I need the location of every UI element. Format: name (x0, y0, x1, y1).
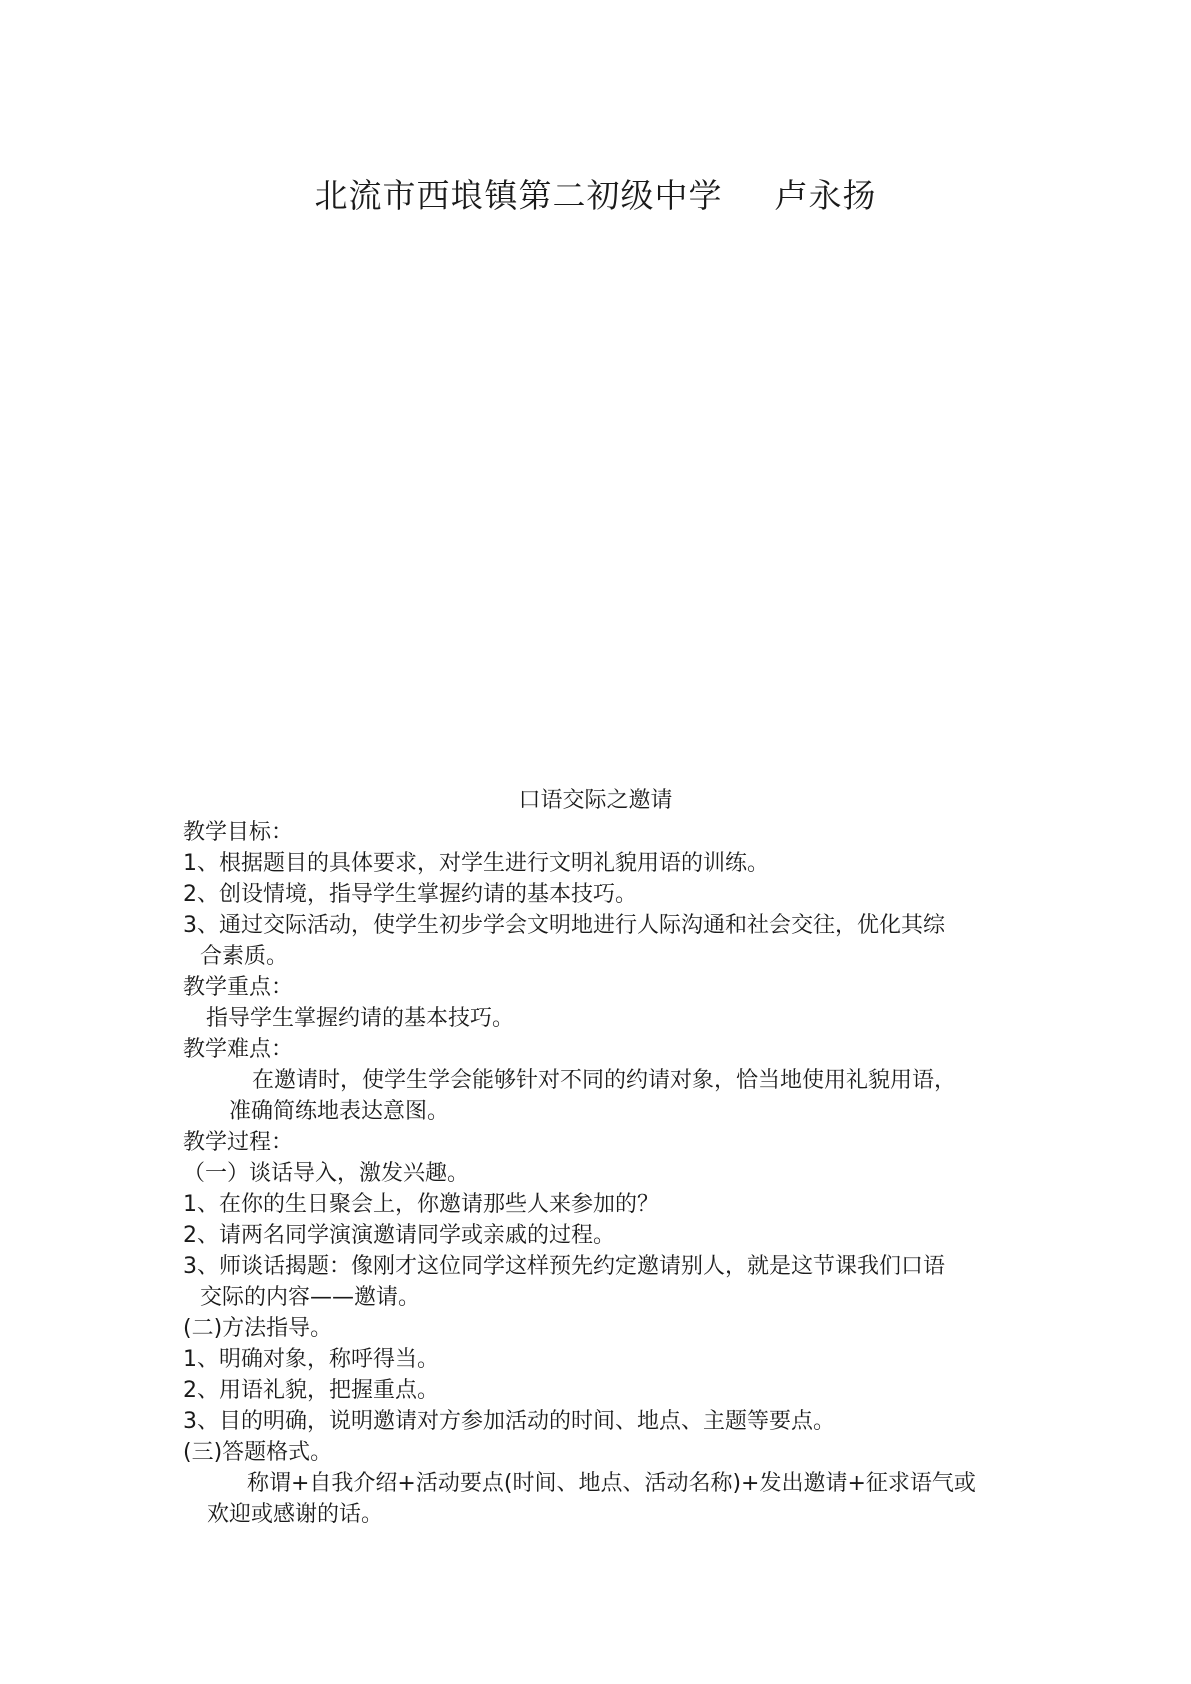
method-item: 2、用语礼貌，把握重点。 (183, 1378, 439, 1403)
lesson-body (183, 817, 1023, 1530)
method-item: 3、目的明确，说明邀请对方参加活动的时间、地点、主题等要点。 (183, 1409, 835, 1434)
difficulty-text: 在邀请时，使学生学会能够针对不同的约请对象，恰当地使用礼貌用语， (252, 1068, 957, 1093)
intro-item-continued: 交际的内容——邀请。 (200, 1285, 421, 1310)
intro-item: 3、师谈话揭题：像刚才这位同学这样预先约定邀请别人，就是这节课我们口语 (183, 1254, 945, 1279)
section-title-intro: （一）谈话导入，激发兴趣。 (183, 1161, 470, 1186)
process-heading: 教学过程： (183, 1130, 294, 1155)
intro-item: 1、在你的生日聚会上，你邀请那些人来参加的？ (183, 1192, 659, 1217)
difficulty-heading: 教学难点： (183, 1037, 294, 1062)
goal-item: 3、通过交际活动，使学生初步学会文明地进行人际沟通和社会交往，优化其综 (183, 913, 945, 938)
goal-item: 1、根据题目的具体要求，对学生进行文明礼貌用语的训练。 (183, 851, 769, 876)
format-text-continued: 欢迎或感谢的话。 (207, 1502, 384, 1527)
lesson-title: 口语交际之邀请 (518, 788, 673, 813)
key-point-text: 指导学生掌握约请的基本技巧。 (206, 1006, 515, 1031)
method-item: 1、明确对象，称呼得当。 (183, 1347, 439, 1372)
document-header (0, 170, 1191, 217)
goal-item-continued: 合素质。 (200, 944, 289, 969)
format-text: 称谓+自我介绍+活动要点(时间、地点、活动名称)+发出邀请+征求语气或 (247, 1471, 976, 1496)
key-point-heading: 教学重点： (183, 975, 294, 1000)
school-name: 北流市西埌镇第二初级中学 (314, 176, 723, 215)
intro-item: 2、请两名同学演演邀请同学或亲戚的过程。 (183, 1223, 615, 1248)
goals-heading: 教学目标： (183, 820, 294, 845)
author-name: 卢永扬 (774, 176, 877, 215)
difficulty-text-continued: 准确简练地表达意图。 (229, 1099, 450, 1124)
goal-item: 2、创设情境，指导学生掌握约请的基本技巧。 (183, 882, 637, 907)
section-title-format: (三)答题格式。 (183, 1440, 333, 1465)
section-title-method: (二)方法指导。 (183, 1316, 333, 1341)
